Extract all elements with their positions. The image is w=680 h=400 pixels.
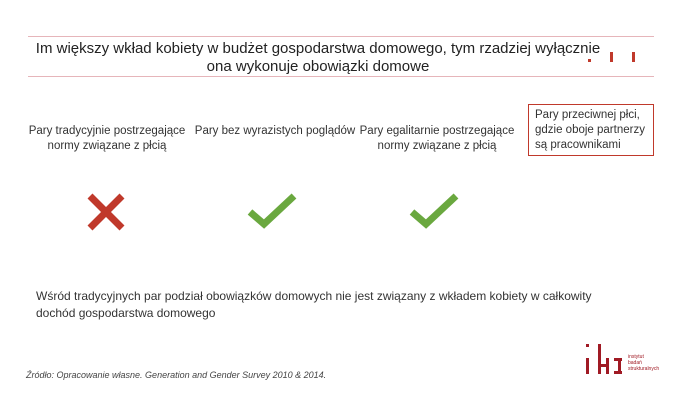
page-title [28,40,608,76]
cross-icon [78,190,134,234]
title-bottom-rule [28,76,654,77]
ibs-logo [584,342,664,382]
check-icon [244,190,300,234]
title-line-1: Im większy wkład kobiety w budżet gospodarstwa domowego, tym rzadziej wyłącznie [35,40,601,57]
check-icon [406,190,462,234]
top-rule [28,36,654,37]
ibs-logo-icon [584,342,624,380]
column-label-traditional: Pary tradycyjnie postrzegające normy związane z płcią [28,125,186,152]
column-label-neutral: Pary bez wyrazistych poglądów [194,125,356,137]
title-line-2: ona wykonuje obowiązki domowe [206,58,430,75]
conclusion-text: Wśród tradycyjnych par podział obowiązków domowych nie jest związany z wkładem kobiety w całkowity dochód gospodarstwa domowego [36,289,592,320]
logo-wordmark: instytut badań strukturalnych [628,354,660,372]
source-note: Źródło: Opracowanie własne. Generation and Gender Survey 2010 & 2014. [26,370,327,380]
brand-dots-icon [588,50,648,66]
column-label-egalitarian: Pary egalitarnie postrzegające normy związane z płcią [359,125,515,152]
condition-box: Pary przeciwnej płci, gdzie oboje partnerzy są pracownikami [528,104,654,156]
